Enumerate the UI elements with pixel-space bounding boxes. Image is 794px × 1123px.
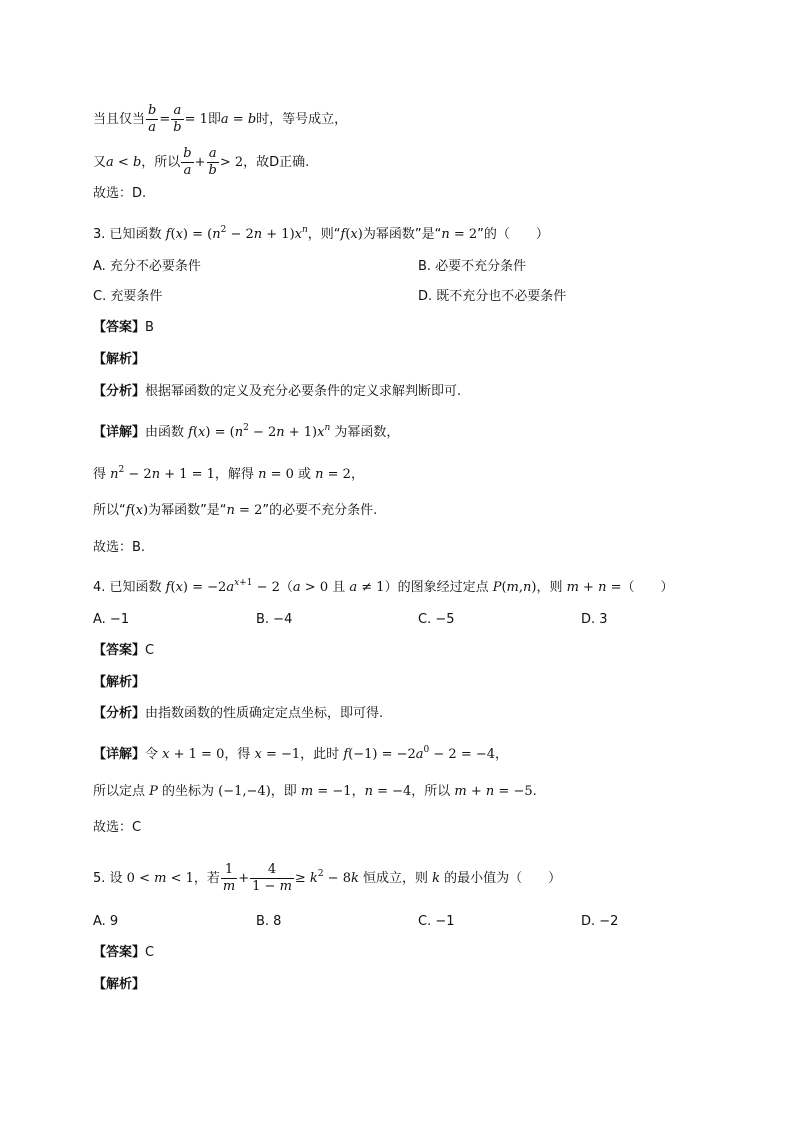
q3-option-c: C. 充要条件 xyxy=(93,289,163,304)
q5-stem: 5. 设 0 < m < 1，若 $\frac{1}{m}$ + $\frac{4}{1 - m}$ ≥ $k^2 - 8k$ 恒成立，则 k 的最小值为（ ） xyxy=(93,862,562,894)
fenxi-tag: 【分析】 xyxy=(93,706,146,721)
q5-option-c: C. −1 xyxy=(418,914,455,929)
fenxi-text: 根据幂函数的定义及充分必要条件的定义求解判断即可. xyxy=(145,384,462,399)
q4-xiangjie-1: 【详解】令 x + 1 = 0，得 x = −1，此时 $f(-1) = -2a^0 - 2 = -4$， xyxy=(93,745,509,762)
q3-option-b: B. 必要不充分条件 xyxy=(418,259,527,274)
q3-select: 故选：B. xyxy=(93,540,146,555)
fenxi-tag: 【分析】 xyxy=(93,384,146,399)
answer-tag: 【答案】 xyxy=(93,320,146,335)
q5-analysis-tag: 【解析】 xyxy=(93,977,146,992)
answer-tag: 【答案】 xyxy=(93,643,146,658)
q4-option-c: C. −5 xyxy=(418,612,455,627)
answer-value: C xyxy=(145,945,155,960)
conclusion-line: 又a < b，所以 $\frac{b}{a}$ + $\frac{a}{b}$ > 2，故D正确. xyxy=(93,146,310,178)
q4-stem: 4. 已知函数 $f(x) = -2a^{x+1} - 2(a > 0$ 且 a ≠ 1）的图象经过定点 P(m,n)，则 m + n =（ ） xyxy=(93,578,674,595)
q3-option-a: A. 充分不必要条件 xyxy=(93,259,201,274)
q3-stem: 3. 已知函数 $f(x) = (n^2 - 2n + 1)x^n$，则“f(x)为幂函数”是“n = 2”的（ ） xyxy=(93,225,549,242)
fenxi-text: 由指数函数的性质确定定点坐标，即可得. xyxy=(145,706,384,721)
q4-xiangjie-2: 所以定点 P 的坐标为 (−1,−4)，即 m = −1，n = −4，所以 m + n = −5. xyxy=(93,784,537,799)
q4-answer xyxy=(93,641,154,661)
answer-value: C xyxy=(145,643,155,658)
q3-xiangjie-3: 所以“f(x)为幂函数”是“n = 2”的必要不充分条件. xyxy=(93,503,378,518)
q3-xiangjie-1: 【详解】由函数 $f(x) = (n^2 - 2n + 1)x^n$ 为幂函数， xyxy=(93,423,400,440)
q3-analysis-tag: 【解析】 xyxy=(93,352,146,367)
q5-option-b: B. 8 xyxy=(256,914,282,929)
answer-value: B xyxy=(145,320,154,335)
q4-option-b: B. −4 xyxy=(256,612,293,627)
answer-tag: 【答案】 xyxy=(93,945,146,960)
q4-option-d: D. 3 xyxy=(581,612,608,627)
q5-option-a: A. 9 xyxy=(93,914,119,929)
q4-fenxi xyxy=(93,704,383,724)
q5-answer xyxy=(93,943,154,963)
equality-condition-line: 当且仅当 $\frac{b}{a}$ = $\frac{a}{b}$ = 1即a = b时，等号成立， xyxy=(93,103,348,135)
q3-option-d: D. 既不充分也不必要条件 xyxy=(418,289,567,304)
q4-analysis-tag: 【解析】 xyxy=(93,675,146,690)
q4-select: 故选：C xyxy=(93,820,142,835)
q4-option-a: A. −1 xyxy=(93,612,130,627)
q3-xiangjie-2: 得 $n^2 - 2n + 1 = 1$，解得 n = 0 或 n = 2， xyxy=(93,465,364,482)
q5-option-d: D. −2 xyxy=(581,914,619,929)
select-d: 故选：D. xyxy=(93,186,147,201)
q3-fenxi xyxy=(93,382,461,402)
q3-answer xyxy=(93,318,154,338)
